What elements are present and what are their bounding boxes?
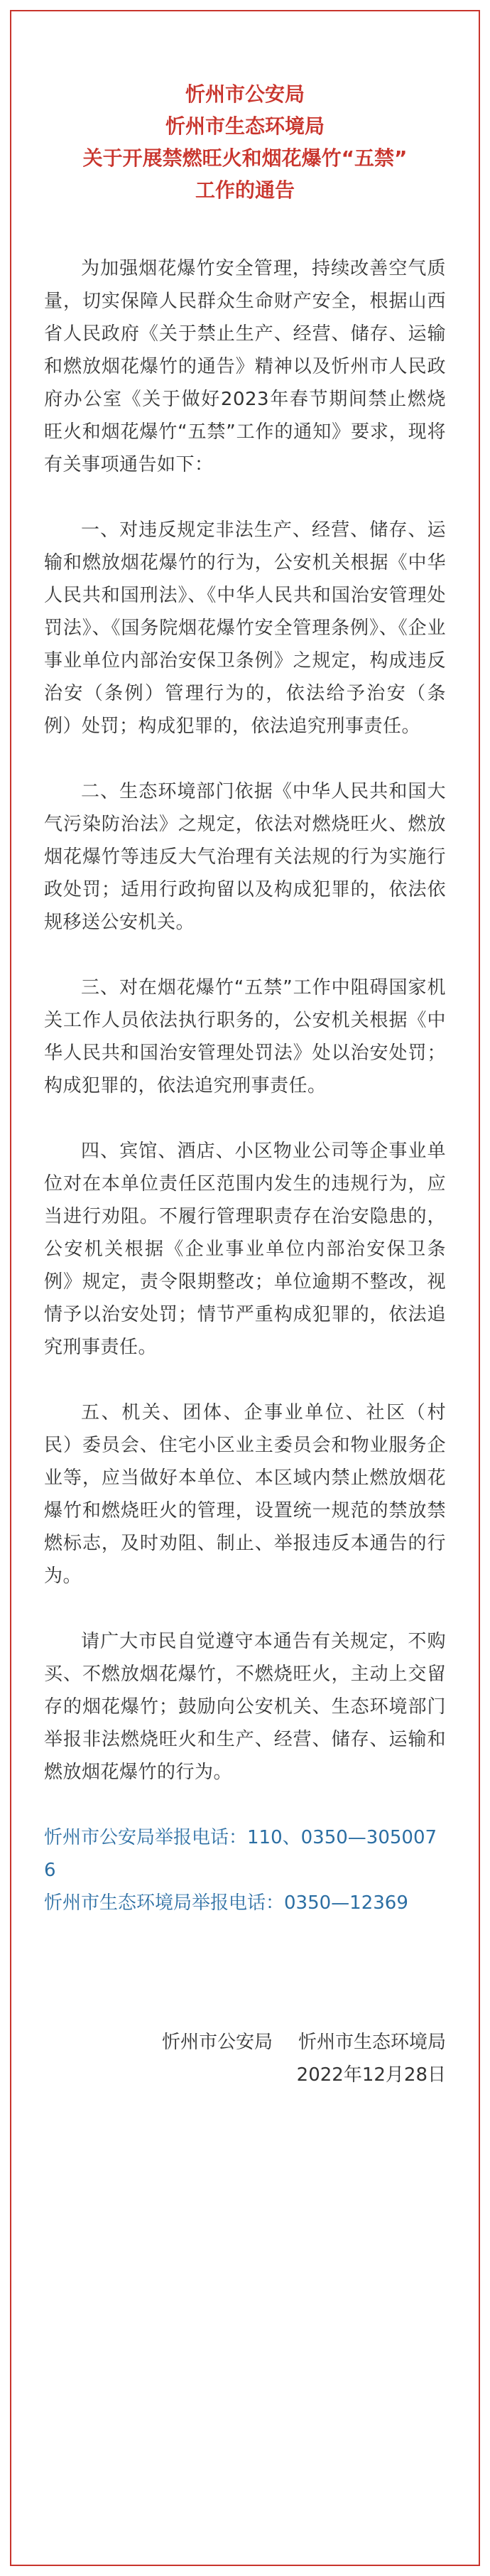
clause-one-paragraph: 一、对违反规定非法生产、经营、储存、运输和燃放烟花爆竹的行为，公安机关根据《中华人民共和国刑法》、《中华人民共和国治安管理处罚法》、《国务院烟花爆竹安全管理条例》、《企业事业单位内部治安保卫条例》之规定，构成违反治安（条例）管理行为的，依法给予治安（条例）处罚；构成犯罪的，依法追究刑事责任。 (44, 519, 446, 737)
intro-paragraph: 为加强烟花爆竹安全管理，持续改善空气质量，切实保障人民群众生命财产安全，根据山西省人民政府《关于禁止生产、经营、储存、运输和燃放烟花爆竹的通告》精神以及忻州市人民政府办公室《关于做好2023年春节期间禁止燃烧旺火和烟花爆竹“五禁”工作的通知》要求，现将有关事项通告如下： (44, 258, 446, 475)
signature-block (44, 2026, 446, 2091)
appeal-paragraph: 请广大市民自觉遵守本通告有关规定，不购买、不燃放烟花爆竹，不燃烧旺火，主动上交留存的烟花爆竹；鼓励向公安机关、生态环境部门举报非法燃烧旺火和生产、经营、储存、运输和燃放烟花爆竹的行为。 (44, 1631, 446, 1783)
clause-two-paragraph: 二、生态环境部门依据《中华人民共和国大气污染防治法》之规定，依法对燃烧旺火、燃放烟花爆竹等违反大气治理有关法规的行为实施行政处罚；适用行政拘留以及构成犯罪的，依法依规移送公安机关。 (44, 781, 446, 933)
title-line: 工作的通告 (195, 178, 295, 202)
clause-four-paragraph: 四、宾馆、酒店、小区物业公司等企事业单位对在本单位责任区范围内发生的违规行为，应当进行劝阻。不履行管理职责存在治安隐患的，公安机关根据《企业事业单位内部治安保卫条例》规定，责令限期整改；单位逾期不整改，视情予以治安处罚；情节严重构成犯罪的，依法追究刑事责任。 (44, 1141, 446, 1358)
police-hotline: 忻州市公安局举报电话：110、0350—3050076 (44, 1827, 437, 1881)
clause-five-paragraph: 五、机关、团体、企事业单位、社区（村民）委员会、住宅小区业主委员会和物业服务企业等，应当做好本单位、本区域内禁止燃放烟花爆竹和燃烧旺火的管理，设置统一规范的禁放禁燃标志，及时劝阻、制止、举报违反本通告的行为。 (44, 1402, 446, 1587)
notice-content (44, 78, 446, 2091)
report-hotlines (44, 1821, 446, 1919)
clause-three-paragraph: 三、对在烟花爆竹“五禁”工作中阻碍国家机关工作人员依法执行职务的，公安机关根据《中华人民共和国治安管理处罚法》处以治安处罚；构成犯罪的，依法追究刑事责任。 (44, 977, 446, 1096)
signature-date: 2022年12月28日 (296, 2064, 446, 2086)
title-line: 忻州市公安局 (185, 82, 305, 106)
title-line: 关于开展禁燃旺火和烟花爆竹“五禁” (82, 146, 408, 170)
environment-hotline: 忻州市生态环境局举报电话：0350—12369 (44, 1892, 408, 1914)
signature-org-environment: 忻州市生态环境局 (298, 2032, 446, 2053)
signature-orgs (44, 2026, 446, 2059)
notice-title (44, 78, 446, 206)
signature-org-police: 忻州市公安局 (161, 2032, 273, 2053)
title-line: 忻州市生态环境局 (165, 114, 325, 138)
